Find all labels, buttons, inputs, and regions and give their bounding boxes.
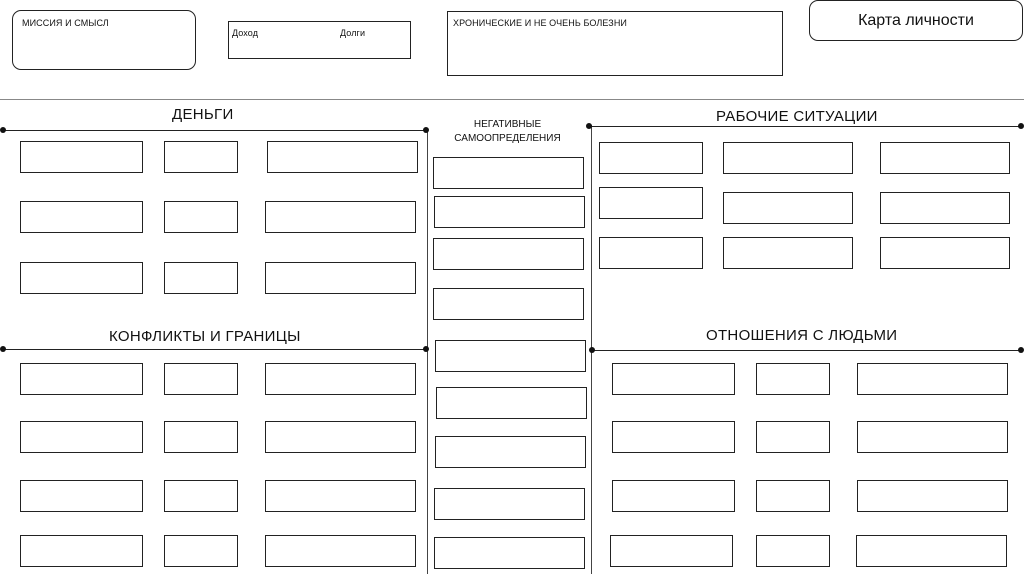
income-label: Доход xyxy=(232,28,259,38)
money-field[interactable] xyxy=(20,201,143,233)
work-section-line xyxy=(590,126,1021,127)
negative-field[interactable] xyxy=(434,196,585,228)
negative-field[interactable] xyxy=(434,488,585,520)
conflicts-line-start-dot xyxy=(0,346,6,352)
money-field[interactable] xyxy=(265,201,416,233)
relations-field[interactable] xyxy=(610,535,733,567)
page-title-text: Карта личности xyxy=(858,11,974,29)
money-field[interactable] xyxy=(265,262,416,294)
money-field[interactable] xyxy=(164,201,238,233)
conflicts-section-line xyxy=(3,349,426,350)
relations-field[interactable] xyxy=(756,421,830,453)
relations-field[interactable] xyxy=(612,421,735,453)
income-debts-box[interactable] xyxy=(228,21,411,59)
money-field[interactable] xyxy=(20,141,143,173)
money-field[interactable] xyxy=(267,141,418,173)
conflicts-field[interactable] xyxy=(265,363,416,395)
negative-field[interactable] xyxy=(435,340,586,372)
negative-field[interactable] xyxy=(433,288,584,320)
conflicts-field[interactable] xyxy=(265,480,416,512)
conflicts-field[interactable] xyxy=(20,363,143,395)
conflicts-line-end-dot xyxy=(423,346,429,352)
conflicts-field[interactable] xyxy=(164,535,238,567)
work-field[interactable] xyxy=(599,237,703,269)
negative-field[interactable] xyxy=(434,537,585,569)
relations-field[interactable] xyxy=(857,480,1008,512)
conflicts-field[interactable] xyxy=(20,480,143,512)
mission-label: МИССИЯ И СМЫСЛ xyxy=(22,18,109,28)
money-field[interactable] xyxy=(20,262,143,294)
conflicts-field[interactable] xyxy=(164,363,238,395)
negative-field[interactable] xyxy=(433,157,584,189)
relations-field[interactable] xyxy=(857,363,1008,395)
negative-field[interactable] xyxy=(435,436,586,468)
section-title-work: РАБОЧИЕ СИТУАЦИИ xyxy=(716,108,878,125)
relations-field[interactable] xyxy=(756,535,830,567)
left-column-divider xyxy=(427,130,428,574)
section-title-money: ДЕНЬГИ xyxy=(172,106,234,123)
section-title-conflicts: КОНФЛИКТЫ И ГРАНИЦЫ xyxy=(109,328,301,345)
work-field[interactable] xyxy=(723,237,853,269)
work-field[interactable] xyxy=(723,192,853,224)
money-line-start-dot xyxy=(0,127,6,133)
money-field[interactable] xyxy=(164,141,238,173)
mission-box[interactable] xyxy=(12,10,196,70)
relations-section-line xyxy=(593,350,1021,351)
relations-field[interactable] xyxy=(612,363,735,395)
work-field[interactable] xyxy=(880,192,1010,224)
work-field[interactable] xyxy=(599,187,703,219)
money-section-line xyxy=(3,130,426,131)
money-line-end-dot xyxy=(423,127,429,133)
work-field[interactable] xyxy=(880,237,1010,269)
conflicts-field[interactable] xyxy=(265,535,416,567)
negative-field[interactable] xyxy=(436,387,587,419)
relations-field[interactable] xyxy=(856,535,1007,567)
negative-field[interactable] xyxy=(433,238,584,270)
work-field[interactable] xyxy=(723,142,853,174)
relations-field[interactable] xyxy=(857,421,1008,453)
relations-field[interactable] xyxy=(612,480,735,512)
relations-field[interactable] xyxy=(756,480,830,512)
conflicts-field[interactable] xyxy=(20,421,143,453)
conflicts-field[interactable] xyxy=(20,535,143,567)
conflicts-field[interactable] xyxy=(265,421,416,453)
work-line-end-dot xyxy=(1018,123,1024,129)
diseases-label: ХРОНИЧЕСКИЕ И НЕ ОЧЕНЬ БОЛЕЗНИ xyxy=(453,18,627,28)
work-field[interactable] xyxy=(880,142,1010,174)
relations-line-start-dot xyxy=(589,347,595,353)
section-title-relations: ОТНОШЕНИЯ С ЛЮДЬМИ xyxy=(706,327,898,344)
debts-label: Долги xyxy=(340,28,366,38)
header-divider xyxy=(0,99,1024,100)
conflicts-field[interactable] xyxy=(164,421,238,453)
section-title-negative: НЕГАТИВНЫЕ САМООПРЕДЕЛЕНИЯ xyxy=(454,119,561,144)
relations-line-end-dot xyxy=(1018,347,1024,353)
page-title xyxy=(809,0,1023,41)
conflicts-field[interactable] xyxy=(164,480,238,512)
work-field[interactable] xyxy=(599,142,703,174)
money-field[interactable] xyxy=(164,262,238,294)
work-line-start-dot xyxy=(586,123,592,129)
relations-field[interactable] xyxy=(756,363,830,395)
diseases-box[interactable] xyxy=(447,11,783,76)
